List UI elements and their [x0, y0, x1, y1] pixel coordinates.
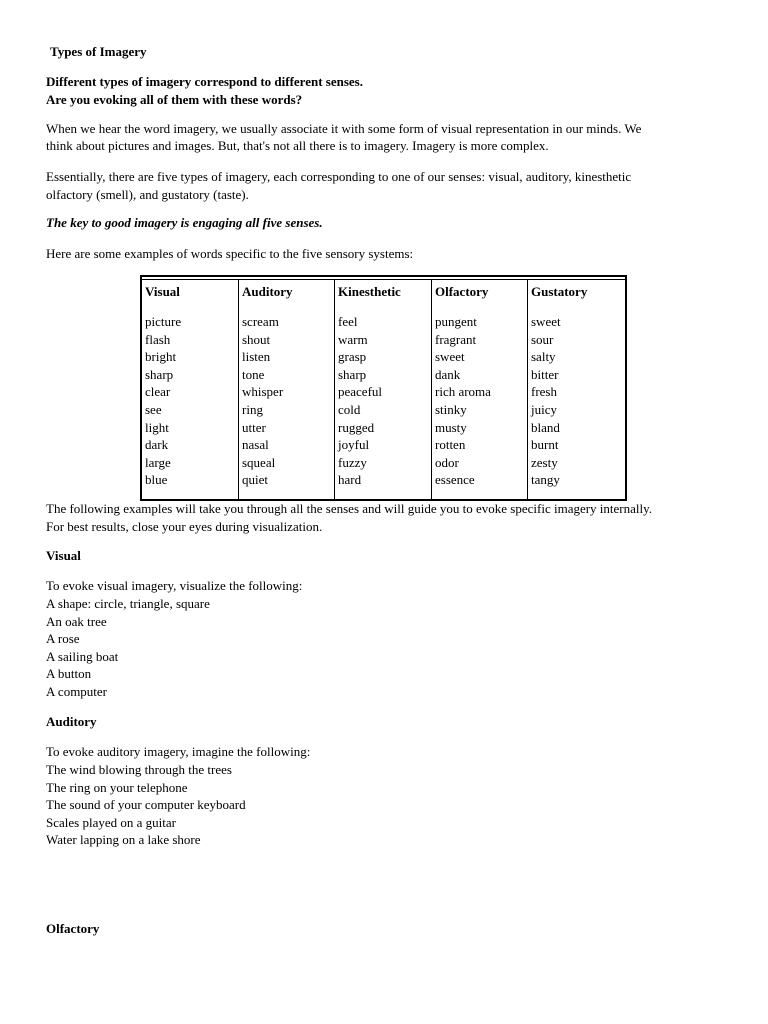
paragraph-2-line-2: olfactory (smell), and gustatory (taste).	[46, 187, 249, 202]
paragraph-1-line-1: When we hear the word imagery, we usually associate it with some form of visual representation in our minds. We	[46, 121, 642, 136]
table-cell: salty	[531, 349, 556, 365]
table-body	[142, 279, 625, 499]
table-cell: peaceful	[338, 384, 383, 400]
table-cell: zesty	[531, 454, 558, 470]
table-cell: shout	[242, 331, 271, 347]
table-cell: picture	[145, 314, 182, 329]
table-cell: sour	[531, 331, 554, 347]
table-cell: whisper	[242, 384, 284, 400]
list-item: An oak tree	[46, 613, 107, 629]
table-cell: listen	[242, 349, 271, 365]
table-cell: stinky	[435, 401, 467, 417]
list-item: A button	[46, 666, 92, 682]
table-cell: see	[145, 401, 162, 417]
page-title: Types of Imagery	[50, 44, 147, 59]
list-item: Scales played on a guitar	[46, 814, 176, 830]
section-heading-olfactory: Olfactory	[46, 921, 100, 936]
table-header: Olfactory	[435, 284, 489, 299]
following-line-1: The following examples will take you through all the senses and will guide you to evoke specific imagery internally.	[46, 501, 653, 516]
table-column-visual	[142, 280, 238, 499]
table-cell: essence	[435, 472, 475, 488]
table-cell: fuzzy	[338, 454, 367, 470]
table-cell: quiet	[242, 472, 268, 488]
table-word-list	[242, 313, 283, 489]
list-item: A shape: circle, triangle, square	[46, 596, 210, 611]
table-cell: warm	[338, 331, 368, 347]
list-item: Water lapping on a lake shore	[46, 832, 201, 848]
section-heading-visual: Visual	[46, 548, 81, 563]
visual-intro: To evoke visual imagery, visualize the following:	[46, 578, 303, 593]
table-header: Auditory	[242, 284, 293, 299]
table-cell: ring	[242, 401, 263, 417]
sensory-words-table	[140, 275, 627, 501]
table-cell: squeal	[242, 454, 276, 470]
table-cell: clear	[145, 384, 171, 400]
table-column-auditory	[238, 280, 334, 499]
subheading-line-2: Are you evoking all of them with these words?	[46, 92, 303, 107]
table-cell: rotten	[435, 437, 466, 453]
table-cell: dark	[145, 437, 169, 453]
table-cell: flash	[145, 331, 171, 347]
table-cell: rich aroma	[435, 384, 491, 400]
table-cell: dank	[435, 366, 461, 382]
table-cell: sweet	[531, 314, 561, 329]
table-word-list	[435, 313, 491, 489]
table-word-list	[145, 313, 181, 489]
table-cell: sharp	[145, 366, 174, 382]
table-cell: odor	[435, 454, 459, 470]
table-cell: tangy	[531, 472, 560, 488]
table-column-kinesthetic	[334, 280, 430, 499]
table-cell: cold	[338, 401, 361, 417]
table-cell: utter	[242, 419, 266, 435]
table-word-list	[338, 313, 382, 489]
table-cell: light	[145, 419, 169, 435]
table-cell: juicy	[531, 401, 557, 417]
table-cell: sharp	[338, 366, 367, 382]
list-item: The sound of your computer keyboard	[46, 797, 246, 813]
list-item: A sailing boat	[46, 648, 119, 664]
table-column-olfactory	[431, 280, 527, 499]
table-word-list	[531, 313, 561, 489]
list-item: A computer	[46, 683, 108, 699]
key-statement: The key to good imagery is engaging all five senses.	[46, 215, 323, 230]
table-cell: scream	[242, 314, 279, 329]
visual-list	[46, 595, 210, 701]
subheading-line-1: Different types of imagery correspond to different senses.	[46, 74, 363, 89]
section-heading-auditory: Auditory	[46, 714, 97, 729]
list-item: The ring on your telephone	[46, 779, 188, 795]
table-cell: bitter	[531, 366, 559, 382]
table-cell: pungent	[435, 314, 477, 329]
table-cell: fresh	[531, 384, 557, 400]
paragraph-2-line-1: Essentially, there are five types of imagery, each corresponding to one of our senses: visual, auditory, kinesthetic	[46, 169, 632, 184]
table-cell: burnt	[531, 437, 559, 453]
table-header: Kinesthetic	[338, 284, 401, 299]
table-cell: joyful	[338, 437, 370, 453]
paragraph-1-line-2: think about pictures and images. But, that's not all there is to imagery. Imagery is more complex.	[46, 138, 549, 153]
table-cell: large	[145, 454, 171, 470]
examples-intro: Here are some examples of words specific to the five sensory systems:	[46, 246, 414, 261]
table-column-gustatory	[527, 280, 625, 499]
auditory-intro: To evoke auditory imagery, imagine the following:	[46, 744, 311, 759]
table-cell: rugged	[338, 419, 375, 435]
table-cell: musty	[435, 419, 467, 435]
table-cell: bright	[145, 349, 177, 365]
table-cell: fragrant	[435, 331, 477, 347]
following-line-2: For best results, close your eyes during visualization.	[46, 519, 323, 534]
table-cell: feel	[338, 314, 358, 329]
table-header: Visual	[145, 284, 180, 299]
table-cell: nasal	[242, 437, 269, 453]
table-cell: bland	[531, 419, 560, 435]
list-item: The wind blowing through the trees	[46, 762, 232, 777]
table-cell: hard	[338, 472, 362, 488]
auditory-list	[46, 761, 246, 849]
table-header: Gustatory	[531, 284, 588, 299]
table-cell: tone	[242, 366, 265, 382]
list-item: A rose	[46, 631, 80, 647]
table-cell: grasp	[338, 349, 367, 365]
table-cell: sweet	[435, 349, 465, 365]
table-cell: blue	[145, 472, 168, 488]
